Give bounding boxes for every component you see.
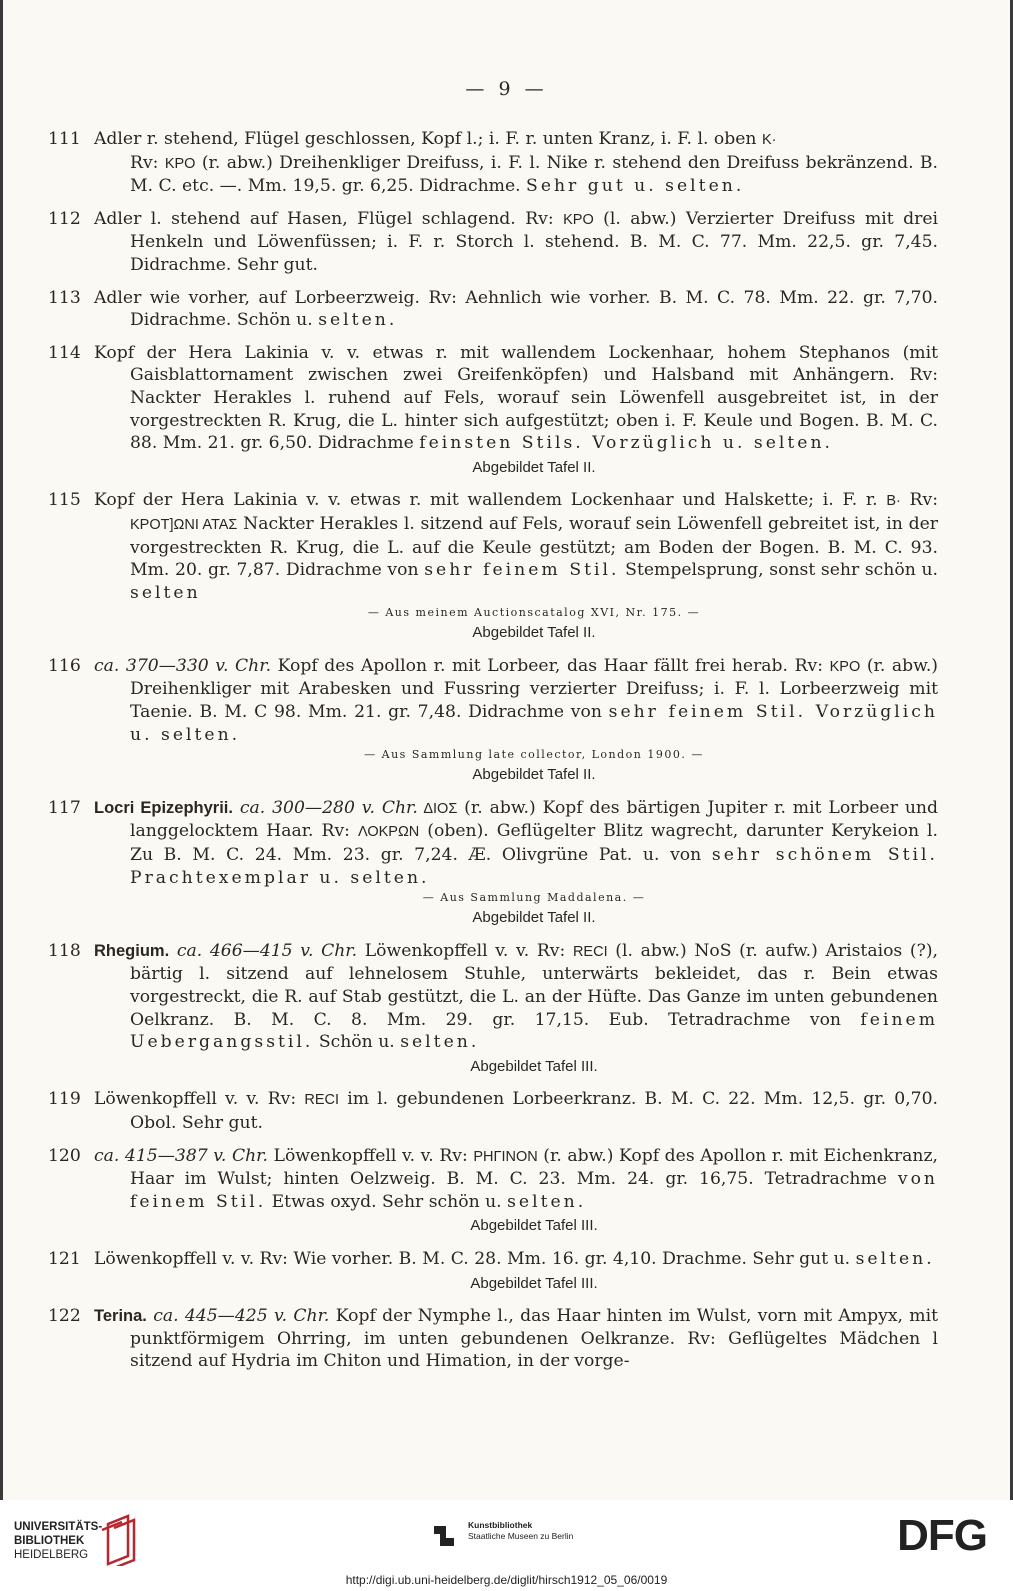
- entry-text: Kopf des Apollon r. mit Lorbeer, das Haar fällt frei herab. Rv:: [271, 655, 830, 676]
- mint-city: Locri Epizephyrii.: [94, 798, 233, 817]
- entry-emphasis: selten.: [318, 310, 398, 331]
- page-number: — 9 —: [465, 78, 548, 100]
- entry-emphasis: selten.: [507, 1191, 587, 1212]
- entry-text: (r. abw.) Kopf des bärtigen Jupiter r. mit Lorbeer und langgelocktem Haar. Rv:: [130, 797, 938, 842]
- catalog-entry-120: [48, 1145, 938, 1238]
- entry-text: (r. abw.) Kopf des Apollon r. mit Eichenkranz, Haar im Wulst; hinten Oelzweig. B. M. C. 23. Mm. 24. gr. 16,75. Tetradrachme: [130, 1145, 938, 1190]
- plate-reference: Abgebildet Tafel III.: [470, 1057, 598, 1075]
- catalog-entry-121: [48, 1248, 938, 1295]
- entry-emphasis: selten: [130, 582, 201, 603]
- entry-number: 118: [48, 940, 81, 961]
- entry-emphasis: sehr feinem Stil. Vorzüglich u. selten.: [130, 702, 938, 745]
- entry-number: 113: [48, 287, 81, 308]
- catalog-entry-113: [48, 287, 938, 332]
- entry-emphasis: sehr schönem Stil. Prachtexemplar u. selten.: [130, 845, 938, 888]
- entry-emphasis: selten.: [855, 1248, 935, 1269]
- entry-text: Adler r. stehend, Flügel geschlossen, Kopf l.; i. F. r. unten Kranz, i. F. l. oben: [94, 129, 762, 149]
- entry-text: Rv:: [900, 490, 939, 511]
- entry-date: ca. 466—415 v. Chr.: [169, 940, 358, 961]
- entry-text: Löwenkopffell v. v. Rv:: [94, 1089, 305, 1110]
- entry-text: Adler l. stehend auf Hasen, Flügel schlagend. Rv:: [94, 208, 564, 229]
- coin-legend: KPO: [829, 658, 861, 675]
- provenance-note: — Aus Sammlung late collector, London 1900. —: [364, 748, 704, 762]
- entry-number: 112: [48, 208, 81, 229]
- entry-number: 119: [48, 1089, 81, 1110]
- entry-number: 115: [48, 490, 81, 511]
- catalog-entry-117: [48, 797, 938, 930]
- university-library-logo-icon: [98, 1510, 142, 1566]
- mint-city: Terina.: [94, 1307, 147, 1326]
- entry-date: ca. 415—387 v. Chr.: [94, 1145, 268, 1166]
- entry-text: Kopf der Nymphe l., das Haar hinten im Wulst, vorn mit Ampyx, mit punktförmigem Ohrring, im unten gebundenen Oelkranze. Rv: Geflügeltes Mädchen l sitzend auf Hydria im Chiton und Himation, in der vorge-: [130, 1306, 938, 1372]
- permalink-url[interactable]: http://digi.ub.uni-heidelberg.de/diglit/hirsch1912_05_06/0019: [345, 1573, 668, 1587]
- catalog-entry-118: [48, 940, 938, 1079]
- coin-legend: ΛΟΚΡΩΝ: [357, 824, 420, 841]
- entry-emphasis: selten.: [400, 1032, 480, 1053]
- entry-text: Nackter Herakles l. sitzend auf Fels, worauf sein Löwenfell gebreitet ist, in der vorgestreckten R. Krug, die L. auf die Keule gestützt; am Boden der Bogen. B. M. C. 93. Mm. 20. gr. 7,87. Didrachme von: [130, 513, 938, 581]
- ub-line-3: HEIDELBERG: [14, 1549, 89, 1561]
- entry-number: 117: [48, 797, 81, 818]
- coin-legend: ΔΙΟΣ: [417, 800, 458, 817]
- entry-date: ca. 445—425 v. Chr.: [146, 1306, 330, 1327]
- entry-text: Löwenkopffell v. v. Rv:: [267, 1145, 474, 1166]
- coin-legend: B·: [886, 493, 901, 510]
- catalog-entry-115: [48, 489, 938, 645]
- entry-text: Stempelsprung, sonst sehr schön u.: [619, 560, 938, 581]
- provenance-note: — Aus Sammlung Maddalena. —: [422, 891, 646, 905]
- kunstbibliothek-logo-icon: [432, 1522, 462, 1548]
- ub-line-1: UNIVERSITÄTS-: [14, 1521, 103, 1533]
- entry-emphasis: feinsten Stils. Vorzüglich u. selten.: [419, 433, 833, 454]
- plate-reference: Abgebildet Tafel III.: [470, 1274, 598, 1292]
- coin-legend: K·: [761, 132, 777, 148]
- entry-text: (oben). Geflügelter Blitz wagrecht, darunter Kerykeion l. Zu B. M. C. 24. Mm. 23. gr. 7,24. Æ. Olivgrüne Pat. u. von: [130, 821, 938, 866]
- entry-number: 114: [48, 342, 81, 363]
- entry-number: 120: [48, 1145, 81, 1166]
- ub-line-2: BIBLIOTHEK: [14, 1535, 85, 1547]
- entry-number: 111: [48, 129, 81, 149]
- coin-legend: KPO: [563, 211, 594, 228]
- entry-text: im l. gebundenen Lorbeerkranz. B. M. C. 22. Mm. 12,5. gr. 0,70. Obol. Sehr gut.: [130, 1089, 938, 1133]
- entry-text: (l. abw.) Verzierter Dreifuss mit drei Henkeln und Löwenfüssen; i. F. r. Storch l. stehend. B. M. C. 77. Mm. 22,5. gr. 7,45. Didrachme. Sehr gut.: [130, 208, 938, 275]
- plate-reference: Abgebildet Tafel III.: [470, 1217, 598, 1235]
- dfg-logo[interactable]: DFG: [897, 1511, 987, 1560]
- entry-emphasis: feinem Uebergangsstil.: [130, 1009, 938, 1053]
- plate-reference: Abgebildet Tafel II.: [472, 766, 596, 784]
- entry-emphasis: sehr feinem Stil.: [424, 560, 620, 581]
- coin-legend: PHΓINON: [473, 1148, 538, 1165]
- entry-text: Etwas oxyd. Sehr schön u.: [266, 1191, 508, 1212]
- entry-text: Kopf der Hera Lakinia v. v. etwas r. mit wallendem Lockenhaar und Halskette; i. F. r.: [94, 490, 887, 511]
- entry-date: ca. 300—280 v. Chr.: [232, 797, 418, 818]
- entry-emphasis: von feinem Stil.: [130, 1169, 938, 1212]
- catalog-entries: [48, 128, 938, 1383]
- catalog-entry-111: [48, 128, 938, 198]
- scan-edge-left: [0, 0, 3, 1500]
- kunstbibliothek-label[interactable]: [468, 1520, 573, 1542]
- entry-text: (r. abw.) Dreihenkliger mit Arabesken und Fussring verzierter Dreifuss; i. F. l. Lorbeerzweig mit Taenie. B. M. C 98. Mm. 21. gr. 7,48. Didrachme von: [130, 655, 939, 723]
- catalog-entry-112: [48, 208, 938, 277]
- entry-number: 122: [48, 1306, 81, 1327]
- entry-emphasis: Sehr gut u. selten.: [526, 176, 745, 197]
- catalog-entry-122: [48, 1305, 938, 1373]
- entry-date: ca. 370—330 v. Chr.: [94, 655, 272, 676]
- coin-legend: KPOT]ΩNI ATAΣ: [130, 516, 238, 533]
- coin-legend: RECI: [304, 1092, 339, 1109]
- entry-text: Adler wie vorher, auf Lorbeerzweig. Rv: Aehnlich wie vorher. B. M. C. 78. Mm. 22. gr. 7,70. Didrachme. Schön u.: [94, 287, 938, 331]
- entry-text: Löwenkopffell v. v. Rv: Wie vorher. B. M. C. 28. Mm. 16. gr. 4,10. Drachme. Sehr gut u.: [94, 1248, 856, 1269]
- entry-text: (l. abw.) NoS (r. aufw.) Aristaios (?), bärtig l. sitzend auf lehnelosem Stuhle, unterwärts bekleidet, das r. Bein etwas vorgestreckt, die R. auf Stab gestützt, die L. an der Hüfte. Das Ganze im unten gebundenen Oelkranz. B. M. C. 8. Mm. 29. gr. 17,15. Eub. Tetradrachme von: [130, 940, 938, 1030]
- entry-text: (r. abw.) Dreihenkliger Dreifuss, i. F. l. Nike r. stehend den Dreifuss bekränzend. B. M. C. etc. —. Mm. 19,5. gr. 6,25. Didrachme.: [130, 152, 939, 197]
- entry-number: 121: [48, 1248, 81, 1269]
- catalog-entry-114: [48, 342, 938, 480]
- catalog-entry-119: [48, 1088, 938, 1134]
- entry-text: Rv:: [130, 152, 165, 173]
- plate-reference: Abgebildet Tafel II.: [472, 458, 596, 476]
- entry-text: Kopf der Hera Lakinia v. v. etwas r. mit wallendem Lockenhaar, hohem Stephanos (mit Gaisblattornament zwischen zwei Greifenköpfen) und Halsband mit Anhängern. Rv: Nackter Herakles l. ruhend auf Fels, worauf sein Löwenfell ausgebreitet ist, in der vorgestreckten R. Krug, die L. hinter sich aufgestützt; oben i. F. Keule und Bogen. B. M. C. 88. Mm. 21. gr. 6,50. Didrachme: [94, 342, 938, 454]
- digitization-footer: [0, 1500, 1013, 1591]
- catalog-entry-116: [48, 655, 938, 787]
- coin-legend: RECI: [572, 943, 608, 960]
- plate-reference: Abgebildet Tafel II.: [472, 909, 596, 927]
- plate-reference: Abgebildet Tafel II.: [472, 624, 596, 642]
- provenance-note: — Aus meinem Auctionscatalog XVI, Nr. 175. —: [367, 606, 701, 620]
- kb-line-2: Staatliche Museen zu Berlin: [468, 1531, 574, 1541]
- entry-text: Löwenkopffell v. v. Rv:: [357, 940, 573, 961]
- kb-line-1: Kunstbibliothek: [468, 1520, 533, 1530]
- entry-number: 116: [48, 655, 81, 676]
- mint-city: Rhegium.: [94, 941, 170, 960]
- coin-legend: KPO: [164, 155, 196, 172]
- entry-text: Schön u.: [313, 1032, 401, 1053]
